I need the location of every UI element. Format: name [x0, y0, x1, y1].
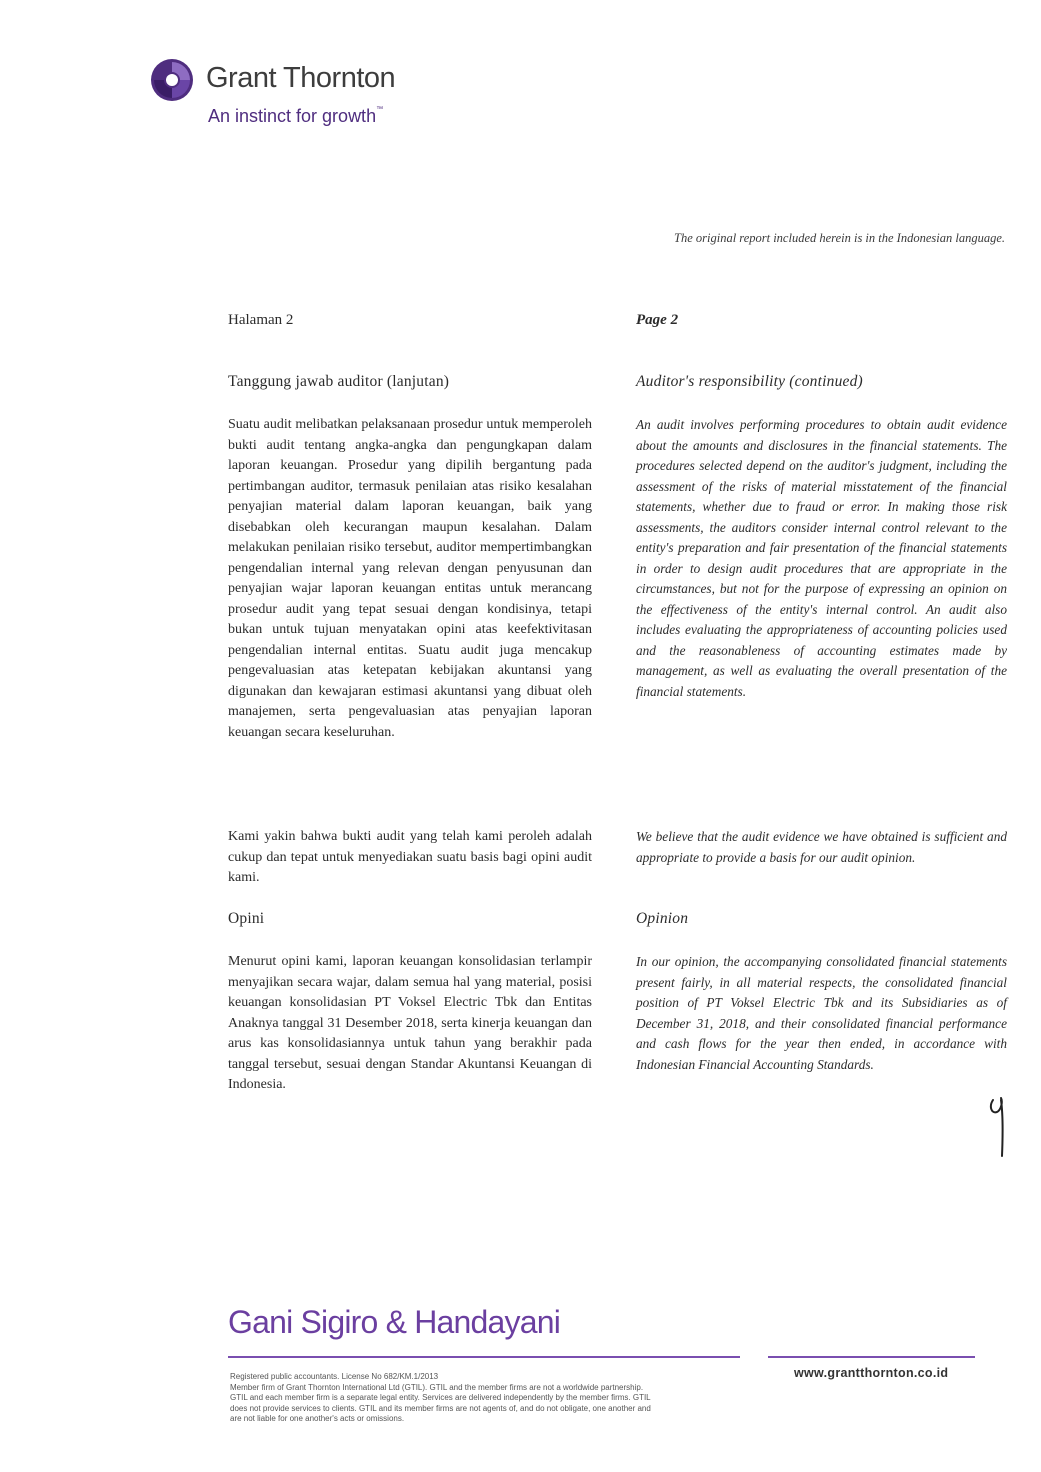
heading-opinion-en: Opinion — [636, 910, 689, 927]
page-label-id: Halaman 2 — [228, 312, 294, 328]
paragraph-opinion-id: Menurut opini kami, laporan keuangan konsolidasian terlampir menyajikan secara wajar, dalam semua hal yang material, posisi keuangan konsolidasian PT Voksel Electric Tbk dan Entitas Anaknya tanggal 31 Desember 2018, serta kinerja keuangan dan arus kas konsolidasiannya untuk tahun yang berakhir pada tanggal tersebut, sesuai dengan Standar Akuntansi Keuangan di Indonesia. — [228, 954, 592, 1092]
footer-line: are not liable for one another's acts or omissions. — [230, 1414, 405, 1423]
footer-line: Member firm of Grant Thornton International Ltd (GTIL). GTIL and the member firms are not a worldwide partnership. — [230, 1382, 644, 1392]
paragraph-audit-evidence-en: We believe that the audit evidence we have obtained is sufficient and appropriate to provide a basis for our audit opinion. — [636, 829, 1007, 865]
paragraph-audit-procedures-id: Suatu audit melibatkan pelaksanaan prosedur untuk memperoleh bukti audit tentang angka-angka dan pengungkapan dalam laporan keuangan. Prosedur yang dipilih bergantung pada pertimbangan auditor, termasuk penilaian atas risiko kesalahan penyajian material dalam laporan keuangan, baik yang disebabkan oleh kecurangan maupun kesalahan. Dalam melakukan penilaian risiko tersebut, auditor mempertimbangkan pengendalian internal yang relevan dengan penyusunan dan penyajian wajar laporan keuangan entitas untuk merancang prosedur audit yang tepat sesuai dengan kondisinya, tetapi bukan untuk tujuan menyatakan opini atas keefektivitasan pengendalian internal entitas. Suatu audit juga mencakup pengevaluasian atas ketepatan kebijakan akuntansi yang digunakan dan kewajaran estimasi akuntansi yang dibuat oleh manajemen, serta pengevaluasian atas penyajian laporan keuangan secara keseluruhan. — [228, 417, 592, 740]
footer-legal-text — [230, 1372, 742, 1425]
footer-line: GTIL and each member firm is a separate legal entity. Services are delivered independently by the member firms. GTIL — [230, 1393, 651, 1402]
original-language-note: The original report included herein is in the Indonesian language. — [674, 231, 1005, 245]
website-link[interactable]: www.grantthornton.co.id — [794, 1366, 949, 1380]
page-label-en: Page 2 — [636, 312, 679, 328]
heading-responsibility-en: Auditor's responsibility (continued) — [636, 373, 863, 390]
footer-divider-right — [768, 1356, 975, 1358]
footer-divider-left — [228, 1356, 740, 1358]
paragraph-audit-procedures-en: An audit involves performing procedures to obtain audit evidence about the amounts and disclosures in the financial statements. The procedures selected depend on the auditor's judgment, including the assessment of the risks of material misstatement of the financial statements, whether due to fraud or error. In making those risk assessments, the auditors consider internal control relevant to the entity's preparation and fair presentation of the financial statements in order to design audit procedures that are appropriate in the circumstances, but not for the purpose of expressing an opinion on the effectiveness of the entity's internal control. An audit also includes evaluating the appropriateness of accounting policies used and the reasonableness of accounting estimates made by management, as well as evaluating the overall presentation of the financial statements. — [636, 417, 1007, 699]
footer-line: does not provide services to clients. GTIL and its member firms are not agents of, and do not obligate, one another and — [230, 1403, 651, 1413]
grant-thornton-logo — [150, 56, 410, 136]
handwritten-initial-mark — [985, 1092, 1015, 1162]
brand-name: Grant Thornton — [206, 62, 396, 94]
grant-thornton-swirl-icon — [150, 58, 194, 102]
heading-responsibility-id: Tanggung jawab auditor (lanjutan) — [228, 373, 450, 390]
brand-tagline: An instinct for growth™ — [208, 106, 384, 126]
footer-line: Registered public accountants. License No 682/KM.1/2013 — [230, 1372, 439, 1381]
audit-firm-name: Gani Sigiro & Handayani — [228, 1304, 561, 1340]
heading-opinion-id: Opini — [228, 910, 265, 927]
paragraph-audit-evidence-id: Kami yakin bahwa bukti audit yang telah kami peroleh adalah cukup dan tepat untuk menyediakan suatu basis bagi opini audit kami. — [228, 829, 592, 885]
paragraph-opinion-en: In our opinion, the accompanying consolidated financial statements present fairly, in all material respects, the consolidated financial position of PT Voksel Electric Tbk and its Subsidiaries as of December 31, 2018, and their consolidated financial performance and cash flows for the year then ended, in accordance with Indonesian Financial Accounting Standards. — [636, 954, 1007, 1072]
